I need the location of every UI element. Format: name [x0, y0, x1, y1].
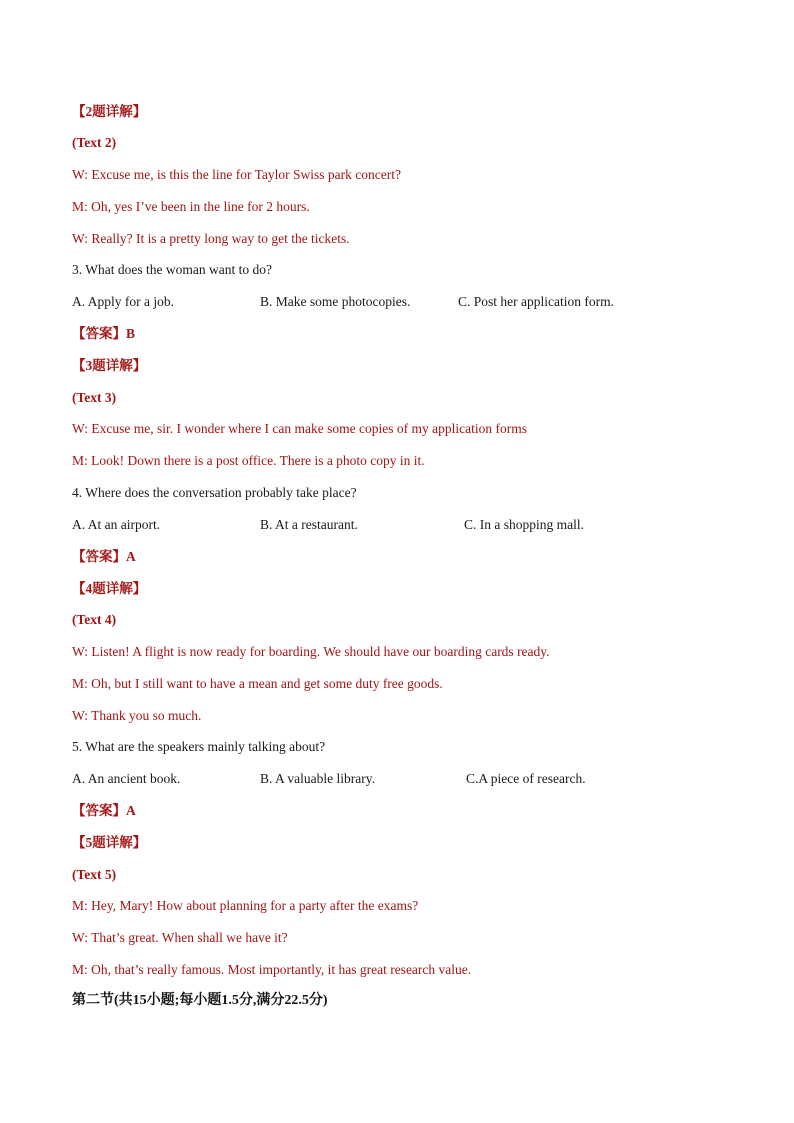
dialogue-line: W: That’s great. When shall we have it? [72, 930, 288, 945]
detail-heading-3: 【3题详解】 [72, 358, 147, 373]
detail-heading-2: 【2题详解】 [72, 104, 147, 119]
question-5: 5. What are the speakers mainly talking about? [72, 739, 326, 754]
dialogue-line: M: Oh, yes I’ve been in the line for 2 hours. [72, 199, 310, 214]
question-3: 3. What does the woman want to do? [72, 262, 272, 277]
dialogue-line: M: Hey, Mary! How about planning for a party after the exams? [72, 898, 419, 913]
option-c: C. Post her application form. [458, 294, 614, 309]
dialogue-line: W: Thank you so much. [72, 708, 202, 723]
option-c: C.A piece of research. [466, 771, 586, 786]
option-a: A. At an airport. [72, 517, 161, 532]
answer-4: 【答案】A [72, 549, 136, 564]
question-4: 4. Where does the conversation probably take place? [72, 485, 357, 500]
detail-heading-4: 【4题详解】 [72, 581, 147, 596]
option-b: B. At a restaurant. [260, 517, 358, 532]
dialogue-line: M: Oh, that’s really famous. Most importantly, it has great research value. [72, 962, 472, 977]
dialogue-line: M: Oh, but I still want to have a mean and get some duty free goods. [72, 676, 443, 691]
dialogue-line: W: Really? It is a pretty long way to get the tickets. [72, 231, 350, 246]
dialogue-line: W: Excuse me, sir. I wonder where I can make some copies of my application forms [72, 421, 527, 436]
dialogue-line: M: Look! Down there is a post office. There is a photo copy in it. [72, 453, 425, 468]
dialogue-line: W: Listen! A flight is now ready for boarding. We should have our boarding cards ready. [72, 644, 550, 659]
option-a: A. Apply for a job. [72, 294, 174, 309]
text-label-2: (Text 2) [72, 135, 117, 150]
option-b: B. A valuable library. [260, 771, 375, 786]
text-label-4: (Text 4) [72, 612, 117, 627]
option-c: C. In a shopping mall. [464, 517, 584, 532]
text-label-3: (Text 3) [72, 390, 117, 405]
answer-3: 【答案】B [72, 326, 136, 341]
answer-5: 【答案】A [72, 803, 136, 818]
dialogue-line: W: Excuse me, is this the line for Taylor Swiss park concert? [72, 167, 401, 182]
detail-heading-5: 【5题详解】 [72, 835, 147, 850]
text-label-5: (Text 5) [72, 867, 117, 882]
option-b: B. Make some photocopies. [260, 294, 411, 309]
option-a: A. An ancient book. [72, 771, 181, 786]
section-heading: 第二节(共15小题;每小题1.5分,满分22.5分) [72, 993, 328, 1008]
